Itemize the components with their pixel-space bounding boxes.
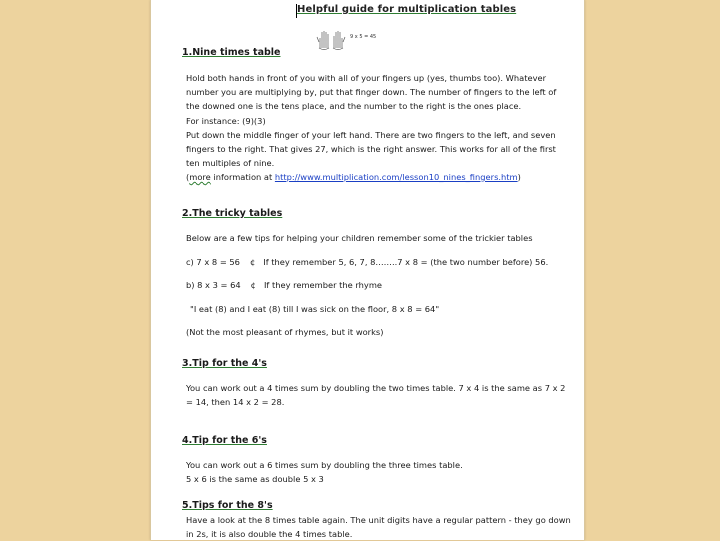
- section-heading-tricky-tables: 2.The tricky tables: [182, 208, 283, 219]
- document-title: Helpful guide for multiplication tables: [297, 4, 517, 15]
- document-page: [150, 0, 585, 540]
- paragraph-line: number you are multiplying by, put that finger down. The number of fingers to the left of: [186, 87, 557, 97]
- paragraph-line: You can work out a 6 times sum by doubling the three times table.: [186, 460, 463, 470]
- section-heading-sixes: 4.Tip for the 6's: [182, 435, 267, 446]
- nine-times-intro: [186, 71, 586, 113]
- paragraph-line: For instance: (9)(3): [186, 116, 266, 126]
- paragraph-line: ten multiples of nine.: [186, 158, 275, 168]
- tricky-intro: [186, 231, 586, 245]
- tricky-note: [186, 325, 586, 339]
- paragraph-line: Have a look at the 8 times table again. The unit digits have a regular pattern - they go down: [186, 515, 571, 525]
- section-heading-nine-times: 1.Nine times table: [182, 47, 281, 58]
- hand-caption: 9 x 5 = 45: [350, 34, 377, 40]
- paragraph-line: the downed one is the tens place, and the number to the right is the ones place.: [186, 101, 522, 111]
- paragraph-line: in 2s, it is also double the 4 times table.: [186, 529, 353, 539]
- paragraph-line: fingers to the right. That gives 27, which is the right answer. This works for all of the first: [186, 144, 556, 154]
- rhyme-line: "I eat (8) and I eat (8) till I was sick on the floor, 8 x 8 = 64": [190, 304, 440, 314]
- section-heading-eights: 5.Tips for the 8's: [182, 500, 273, 511]
- tricky-rhyme: [190, 302, 590, 316]
- hands-illustration-icon: [316, 28, 388, 50]
- more-word: more: [189, 172, 211, 182]
- tricky-tip-c: [186, 255, 586, 269]
- tip-line: c) 7 x 8 = 56 ¢ If they remember 5, 6, 7, 8……..7 x 8 = (the two number before) 56.: [186, 257, 549, 267]
- note-line: (Not the most pleasant of rhymes, but it works): [186, 327, 384, 337]
- paragraph-line: 5 x 6 is the same as double 5 x 3: [186, 474, 324, 484]
- paragraph-line: Below are a few tips for helping your children remember some of the trickier tables: [186, 233, 533, 243]
- eights-tip: [186, 513, 586, 541]
- more-info-link[interactable]: http://www.multiplication.com/lesson10_nines_fingers.htm: [274, 172, 518, 182]
- nine-times-example: [186, 114, 586, 184]
- fours-tip: [186, 381, 586, 409]
- section-heading-fours: 3.Tip for the 4's: [182, 358, 267, 369]
- paragraph-line: = 14, then 14 x 2 = 28.: [186, 397, 285, 407]
- sixes-tip: [186, 458, 586, 486]
- tip-line: b) 8 x 3 = 64 ¢ If they remember the rhyme: [186, 280, 383, 290]
- more-info-line: (more information at http://www.multiplication.com/lesson10_nines_fingers.htm): [186, 172, 521, 182]
- paragraph-line: Hold both hands in front of you with all of your fingers up (yes, thumbs too). Whatever: [186, 73, 546, 83]
- tricky-tip-b: [186, 278, 586, 292]
- paragraph-line: You can work out a 4 times sum by doubling the two times table. 7 x 4 is the same as 7 x 2: [186, 383, 566, 393]
- paragraph-line: Put down the middle finger of your left hand. There are two fingers to the left, and seven: [186, 130, 556, 140]
